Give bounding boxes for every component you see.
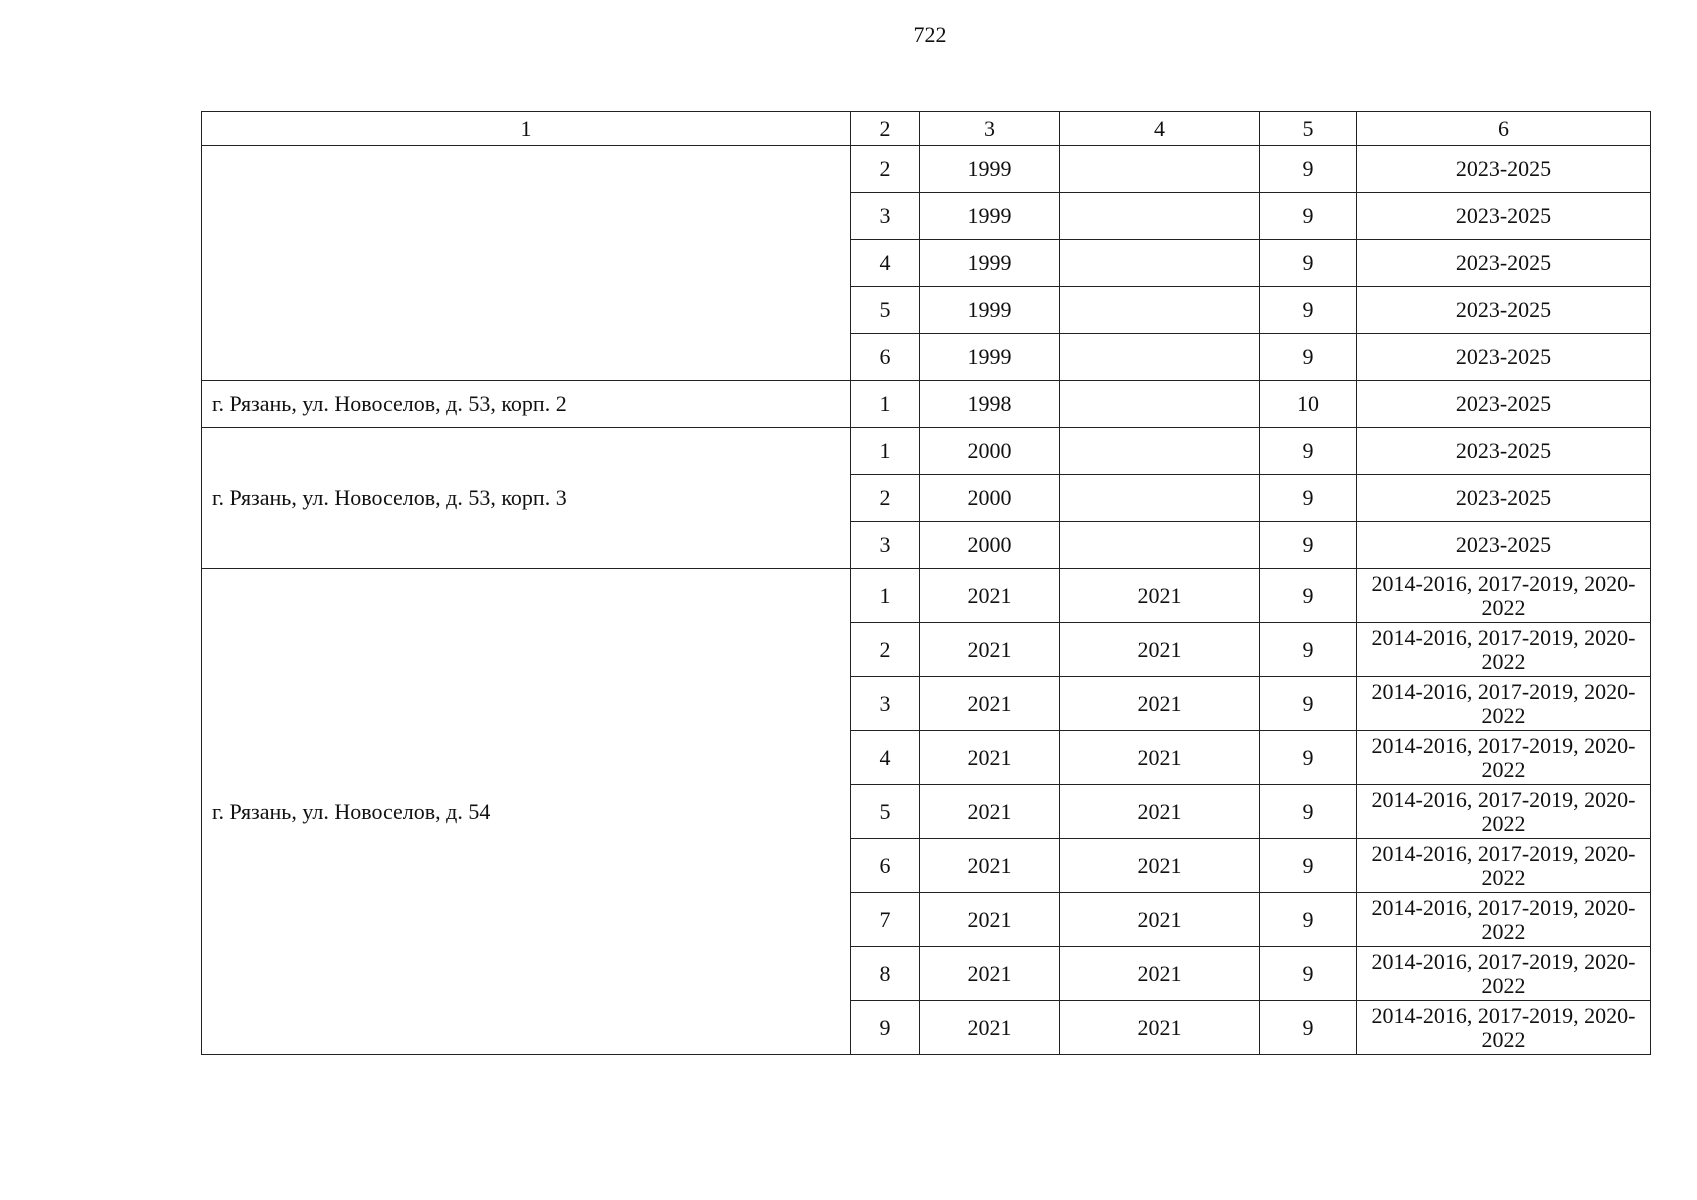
table-cell: 2021 xyxy=(920,731,1060,785)
table-body xyxy=(202,112,1651,1055)
table-cell: 2023-2025 xyxy=(1357,475,1651,522)
table-cell: 6 xyxy=(851,839,920,893)
table-cell: 2021 xyxy=(920,893,1060,947)
table-cell xyxy=(1060,475,1260,522)
table-cell xyxy=(1060,334,1260,381)
address-cell xyxy=(202,146,851,381)
table-cell: 2021 xyxy=(1060,893,1260,947)
table-cell: 9 xyxy=(1260,334,1357,381)
table-cell xyxy=(1060,193,1260,240)
data-table xyxy=(201,111,1651,1055)
table-cell: 9 xyxy=(1260,146,1357,193)
table-cell: 2021 xyxy=(1060,839,1260,893)
table-cell: 2 xyxy=(851,623,920,677)
table-cell: 2021 xyxy=(1060,1001,1260,1055)
table-cell: 9 xyxy=(1260,1001,1357,1055)
table-cell: 4 xyxy=(851,240,920,287)
table-cell xyxy=(1060,240,1260,287)
table-header-row xyxy=(202,112,1651,146)
table-cell: 3 xyxy=(851,522,920,569)
table-cell: 7 xyxy=(851,893,920,947)
table-cell: 1999 xyxy=(920,287,1060,334)
header-cell: 1 xyxy=(202,112,851,146)
table-cell: 9 xyxy=(1260,677,1357,731)
table-cell: 2023-2025 xyxy=(1357,334,1651,381)
table-cell: 2023-2025 xyxy=(1357,428,1651,475)
address-cell: г. Рязань, ул. Новоселов, д. 54 xyxy=(202,569,851,1055)
table-cell: 2023-2025 xyxy=(1357,146,1651,193)
table-cell: 9 xyxy=(1260,569,1357,623)
table-row xyxy=(202,146,1651,193)
table-cell: 2 xyxy=(851,146,920,193)
table-cell: 2014-2016, 2017-2019, 2020-2022 xyxy=(1357,839,1651,893)
header-cell: 4 xyxy=(1060,112,1260,146)
table-cell xyxy=(1060,522,1260,569)
table-cell: 9 xyxy=(1260,893,1357,947)
table-cell: 1998 xyxy=(920,381,1060,428)
table-cell xyxy=(1060,428,1260,475)
table-cell: 9 xyxy=(1260,785,1357,839)
table-cell: 1999 xyxy=(920,240,1060,287)
table-cell xyxy=(1060,287,1260,334)
table-cell: 2021 xyxy=(1060,785,1260,839)
table-cell: 5 xyxy=(851,785,920,839)
table-cell: 2021 xyxy=(920,839,1060,893)
table-cell: 9 xyxy=(1260,428,1357,475)
table-cell: 2014-2016, 2017-2019, 2020-2022 xyxy=(1357,623,1651,677)
table-cell: 2000 xyxy=(920,522,1060,569)
table-cell: 2014-2016, 2017-2019, 2020-2022 xyxy=(1357,1001,1651,1055)
table-cell: 1 xyxy=(851,381,920,428)
table-cell: 9 xyxy=(1260,475,1357,522)
header-cell: 3 xyxy=(920,112,1060,146)
table-row xyxy=(202,381,1651,428)
table-cell: 1999 xyxy=(920,334,1060,381)
table-cell: 2014-2016, 2017-2019, 2020-2022 xyxy=(1357,947,1651,1001)
table-cell: 10 xyxy=(1260,381,1357,428)
table-cell: 2021 xyxy=(920,569,1060,623)
page-number: 722 xyxy=(913,22,947,47)
table-cell: 2014-2016, 2017-2019, 2020-2022 xyxy=(1357,569,1651,623)
table-cell: 2014-2016, 2017-2019, 2020-2022 xyxy=(1357,731,1651,785)
table-cell: 2000 xyxy=(920,475,1060,522)
table-cell: 2021 xyxy=(920,947,1060,1001)
table-cell: 2021 xyxy=(1060,569,1260,623)
table-cell: 2023-2025 xyxy=(1357,193,1651,240)
table-row xyxy=(202,569,1651,623)
table-cell: 9 xyxy=(1260,731,1357,785)
table-cell: 9 xyxy=(1260,522,1357,569)
table-cell: 9 xyxy=(1260,287,1357,334)
table-cell: 2021 xyxy=(1060,677,1260,731)
table-cell: 2021 xyxy=(1060,731,1260,785)
table-cell: 2021 xyxy=(920,677,1060,731)
table-cell: 6 xyxy=(851,334,920,381)
table-cell: 2021 xyxy=(920,785,1060,839)
table-cell: 4 xyxy=(851,731,920,785)
table-cell: 1999 xyxy=(920,146,1060,193)
address-cell: г. Рязань, ул. Новоселов, д. 53, корп. 2 xyxy=(202,381,851,428)
table-cell: 1 xyxy=(851,569,920,623)
header-cell: 6 xyxy=(1357,112,1651,146)
address-cell: г. Рязань, ул. Новоселов, д. 53, корп. 3 xyxy=(202,428,851,569)
table-cell: 3 xyxy=(851,677,920,731)
table-cell: 9 xyxy=(1260,839,1357,893)
table-cell: 5 xyxy=(851,287,920,334)
table-cell: 8 xyxy=(851,947,920,1001)
table-cell: 9 xyxy=(1260,623,1357,677)
table-cell: 2023-2025 xyxy=(1357,287,1651,334)
table-cell: 2023-2025 xyxy=(1357,522,1651,569)
table-cell: 2023-2025 xyxy=(1357,240,1651,287)
header-cell: 2 xyxy=(851,112,920,146)
table-cell: 1 xyxy=(851,428,920,475)
table-cell xyxy=(1060,146,1260,193)
table-cell: 9 xyxy=(1260,947,1357,1001)
table-cell xyxy=(1060,381,1260,428)
table-row xyxy=(202,428,1651,475)
table-cell: 2021 xyxy=(1060,947,1260,1001)
table-cell: 2023-2025 xyxy=(1357,381,1651,428)
table-cell: 9 xyxy=(851,1001,920,1055)
table-cell: 2021 xyxy=(920,1001,1060,1055)
table-cell: 2021 xyxy=(1060,623,1260,677)
table-cell: 2000 xyxy=(920,428,1060,475)
table-cell: 2014-2016, 2017-2019, 2020-2022 xyxy=(1357,785,1651,839)
table-cell: 9 xyxy=(1260,240,1357,287)
table-cell: 1999 xyxy=(920,193,1060,240)
table-cell: 2014-2016, 2017-2019, 2020-2022 xyxy=(1357,677,1651,731)
table-cell: 9 xyxy=(1260,193,1357,240)
table-cell: 2 xyxy=(851,475,920,522)
table-cell: 2014-2016, 2017-2019, 2020-2022 xyxy=(1357,893,1651,947)
table-cell: 3 xyxy=(851,193,920,240)
header-cell: 5 xyxy=(1260,112,1357,146)
table-cell: 2021 xyxy=(920,623,1060,677)
